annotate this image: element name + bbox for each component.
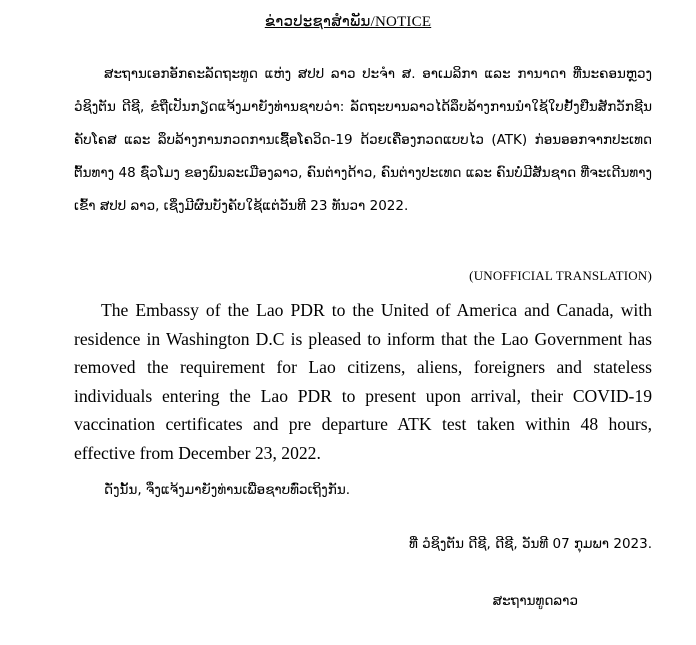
notice-title: ຂ່າວປະຊາສຳພັນ/NOTICE (264, 14, 432, 30)
signature-embassy-name: ສະຖານທູດລາວ (492, 593, 578, 609)
english-announcement-paragraph (74, 296, 652, 468)
unofficial-translation-label: (UNOFFICIAL TRANSLATION) (469, 268, 652, 283)
lao-announcement-text: ສະຖານເອກອັກຄະລັດຖະທູດ ແຫ່ງ ສປປ ລາວ ປະຈຳ ສ. ອາເມລິກາ ແລະ ການາດາ ທີ່ນະຄອນຫຼວງວໍຊິງຕັນ ດີຊີ, ຂໍຖືເປັນກຽດແຈ້ງມາຍັງທ່ານຊາບວ່າ: ລັດຖະບານລາວໄດ້ລຶບລ້າງການນຳໃຊ້ໃບຢັ້ງຢືນສັກວັກຊີນຄັບໂຄສ ແລະ ລຶບລ້າງການກວດການເຊື້ອໂຄວິດ-19 ດ້ວຍເຄື່ອງກວດແບບໄວ (ATK) ກ່ອນອອກຈາກປະເທດຕົ້ນທາງ 48 ຊົ່ວໂມງ ຂອງພົນລະເມືອງລາວ, ຄົນຕ່າງດ້າວ, ຄົນຕ່າງປະເທດ ແລະ ຄົນບໍ່ມີສັນຊາດ ທີ່ຈະເດີນທາງເຂົ້າ ສປປ ລາວ, ເຊິ່ງມີຜົນບັງຄັບໃຊ້ແຕ່ວັນທີ 23 ທັນວາ 2022. (74, 66, 652, 214)
place-and-date: ທີ່ ວໍຊິງຕັນ ດີຊີ, ດີຊີ, ວັນທີ 07 ກຸມພາ 2023. (409, 536, 652, 552)
closing-statement: ດັ່ງນັ້ນ, ຈຶ່ງແຈ້ງມາຍັງທ່ານເພື່ອຊາບທົ່ວເຖິງກັນ. (104, 482, 351, 498)
english-announcement-text: The Embassy of the Lao PDR to the United of America and Canada, with residence in Washington D.C is pleased to inform that the Lao Government has removed the requirement for Lao citizens, aliens, foreigners and stateless individuals entering the Lao PDR to present upon arrival, their COVID-19 vaccination certificates and pre departure ATK test taken within 48 hours, effective from December 23, 2022. (74, 300, 652, 463)
lao-announcement-paragraph (74, 58, 652, 223)
